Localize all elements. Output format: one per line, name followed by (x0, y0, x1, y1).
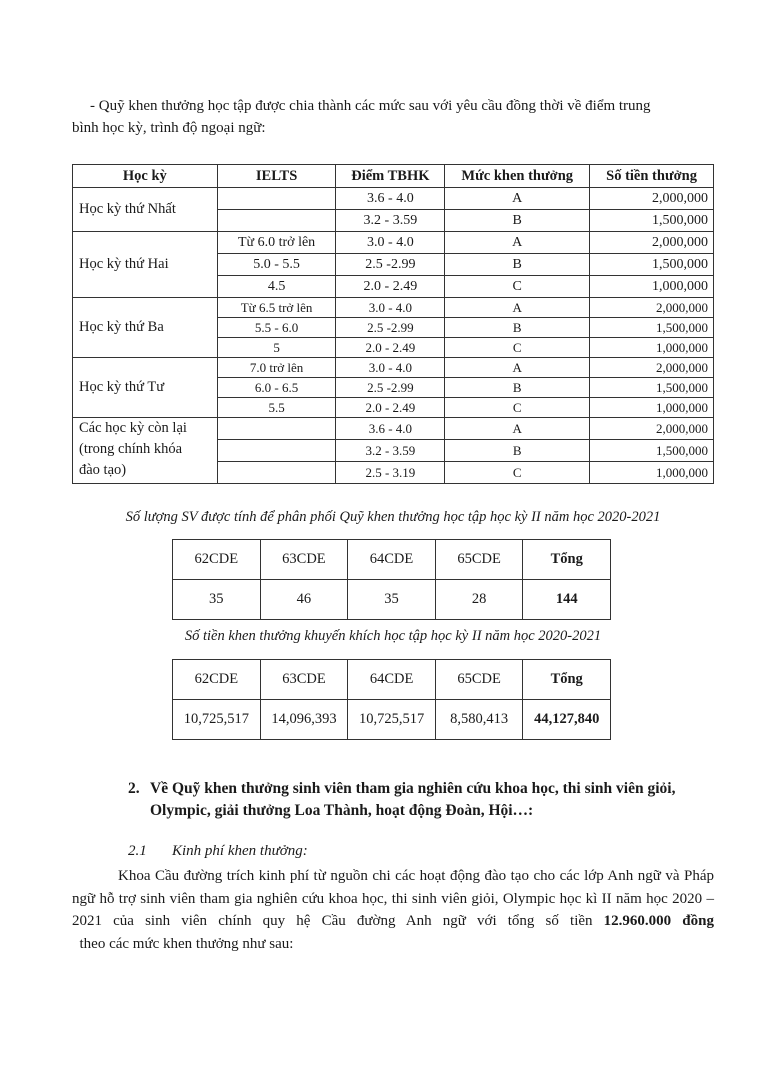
money-table-caption: Số tiền khen thưởng khuyến khích học tập học kỳ II năm học 2020-2021 (184, 628, 602, 644)
level-cell: B (445, 210, 590, 232)
amount-cell: 2,000,000 (590, 298, 714, 318)
amount-cell: 1,500,000 (590, 378, 714, 398)
semester-cell: Học kỳ thứ Ba (73, 298, 218, 358)
ielts-cell: 6.0 - 6.5 (217, 378, 336, 398)
ielts-cell: 5 (217, 338, 336, 358)
semester-line: (trong chính khóa (79, 441, 183, 457)
section-2-number: 2. (128, 780, 140, 797)
gpa-cell: 2.0 - 2.49 (336, 338, 445, 358)
amount-cell: 1,000,000 (590, 338, 714, 358)
level-cell: B (445, 318, 590, 338)
table-row (73, 298, 714, 318)
count-cell: 46 (260, 580, 348, 620)
amount-cell: 2,000,000 (590, 358, 714, 378)
total-header: Tổng (523, 540, 611, 580)
level-cell: B (445, 440, 590, 462)
class-header: 63CDE (260, 540, 348, 580)
table-row (73, 188, 714, 210)
class-header: 65CDE (435, 540, 523, 580)
table-row (73, 232, 714, 254)
amount-cell: 1,000,000 (590, 276, 714, 298)
money-cell: 10,725,517 (173, 700, 261, 740)
header-semester: Học kỳ (73, 165, 218, 188)
gpa-cell: 2.0 - 2.49 (336, 398, 445, 418)
gpa-cell: 3.0 - 4.0 (336, 232, 445, 254)
semester-line: Các học kỳ còn lại (79, 420, 187, 436)
gpa-cell: 3.6 - 4.0 (336, 188, 445, 210)
level-cell: A (445, 298, 590, 318)
gpa-cell: 3.2 - 3.59 (336, 440, 445, 462)
level-cell: C (445, 462, 590, 484)
semester-cell: Học kỳ thứ Nhất (73, 188, 218, 232)
amount-cell: 1,000,000 (590, 462, 714, 484)
ielts-cell: 4.5 (217, 276, 336, 298)
ielts-cell (217, 462, 336, 484)
ielts-cell: 5.5 - 6.0 (217, 318, 336, 338)
table-row (173, 700, 611, 740)
table-row (73, 358, 714, 378)
section-2-1-number: 2.1 (128, 843, 147, 859)
count-cell: 28 (435, 580, 523, 620)
ielts-cell: Từ 6.5 trở lên (217, 298, 336, 318)
intro-line-2: bình học kỳ, trình độ ngoại ngữ: (72, 120, 266, 136)
gpa-cell: 2.5 -2.99 (336, 378, 445, 398)
table-header-row (73, 165, 714, 188)
header-award-amount: Số tiền thưởng (590, 165, 714, 188)
ielts-cell (217, 188, 336, 210)
semester-line: đào tạo) (79, 462, 127, 478)
level-cell: C (445, 276, 590, 298)
count-table-caption: Số lượng SV được tính để phân phối Quỹ khen thưởng học tập học kỳ II năm học 2020-2021 (125, 509, 661, 525)
total-count-cell: 144 (523, 580, 611, 620)
semester-cell (73, 418, 218, 484)
body-text-end: theo các mức khen thưởng như sau: (72, 935, 294, 952)
header-gpa: Điểm TBHK (336, 165, 445, 188)
semester-cell: Học kỳ thứ Hai (73, 232, 218, 298)
gpa-cell: 2.5 -2.99 (336, 318, 445, 338)
table-header-row (173, 660, 611, 700)
ielts-cell: 5.5 (217, 398, 336, 418)
level-cell: C (445, 338, 590, 358)
total-amount: 12.960.000 đồng (603, 913, 714, 929)
level-cell: A (445, 232, 590, 254)
level-cell: C (445, 398, 590, 418)
amount-cell: 1,500,000 (590, 210, 714, 232)
amount-cell: 2,000,000 (590, 232, 714, 254)
ielts-cell (217, 440, 336, 462)
count-cell: 35 (173, 580, 261, 620)
ielts-cell: Từ 6.0 trở lên (217, 232, 336, 254)
count-cell: 35 (348, 580, 436, 620)
award-criteria-table (72, 164, 714, 484)
body-text: Khoa Cầu đường trích kinh phí từ nguồn chi các hoạt động đào tạo cho các lớp Anh ngữ và Pháp ngữ hỗ trợ sinh viên tham gia nghiên cứu khoa học, thi sinh viên giỏi, Olympic học kì II năm học 2020 – 2021 của sinh viên chính quy hệ Cầu đường Anh ngữ với tổng số tiền (72, 868, 714, 929)
money-cell: 14,096,393 (260, 700, 348, 740)
ielts-cell (217, 210, 336, 232)
table-header-row (173, 540, 611, 580)
gpa-cell: 2.5 -2.99 (336, 254, 445, 276)
ielts-cell (217, 418, 336, 440)
table-row (73, 418, 714, 440)
gpa-cell: 3.6 - 4.0 (336, 418, 445, 440)
gpa-cell: 3.0 - 4.0 (336, 298, 445, 318)
level-cell: A (445, 188, 590, 210)
amount-cell: 2,000,000 (590, 188, 714, 210)
money-cell: 8,580,413 (435, 700, 523, 740)
amount-cell: 2,000,000 (590, 418, 714, 440)
gpa-cell: 3.0 - 4.0 (336, 358, 445, 378)
header-ielts: IELTS (217, 165, 336, 188)
award-money-table (172, 659, 611, 740)
amount-cell: 1,500,000 (590, 254, 714, 276)
class-header: 64CDE (348, 660, 436, 700)
semester-cell: Học kỳ thứ Tư (73, 358, 218, 418)
level-cell: B (445, 254, 590, 276)
class-header: 64CDE (348, 540, 436, 580)
amount-cell: 1,500,000 (590, 318, 714, 338)
amount-cell: 1,000,000 (590, 398, 714, 418)
gpa-cell: 2.5 - 3.19 (336, 462, 445, 484)
section-2-1-heading: Kinh phí khen thưởng: (172, 843, 308, 859)
level-cell: A (445, 418, 590, 440)
level-cell: A (445, 358, 590, 378)
amount-cell: 1,500,000 (590, 440, 714, 462)
class-header: 62CDE (173, 660, 261, 700)
student-count-table (172, 539, 611, 620)
header-award-level: Mức khen thưởng (445, 165, 590, 188)
gpa-cell: 3.2 - 3.59 (336, 210, 445, 232)
table-row (173, 580, 611, 620)
class-header: 63CDE (260, 660, 348, 700)
intro-line-1: - Quỹ khen thưởng học tập được chia thành các mức sau với yêu cầu đồng thời về điểm trung (90, 98, 651, 114)
class-header: 62CDE (173, 540, 261, 580)
total-money-cell: 44,127,840 (523, 700, 611, 740)
level-cell: B (445, 378, 590, 398)
gpa-cell: 2.0 - 2.49 (336, 276, 445, 298)
section-2-heading: Về Quỹ khen thưởng sinh viên tham gia nghiên cứu khoa học, thi sinh viên giỏi, Olympic, giải thưởng Loa Thành, hoạt động Đoàn, Hội…: (150, 780, 676, 819)
money-cell: 10,725,517 (348, 700, 436, 740)
ielts-cell: 7.0 trở lên (217, 358, 336, 378)
total-header: Tổng (523, 660, 611, 700)
ielts-cell: 5.0 - 5.5 (217, 254, 336, 276)
section-2-1-body (72, 865, 714, 955)
class-header: 65CDE (435, 660, 523, 700)
